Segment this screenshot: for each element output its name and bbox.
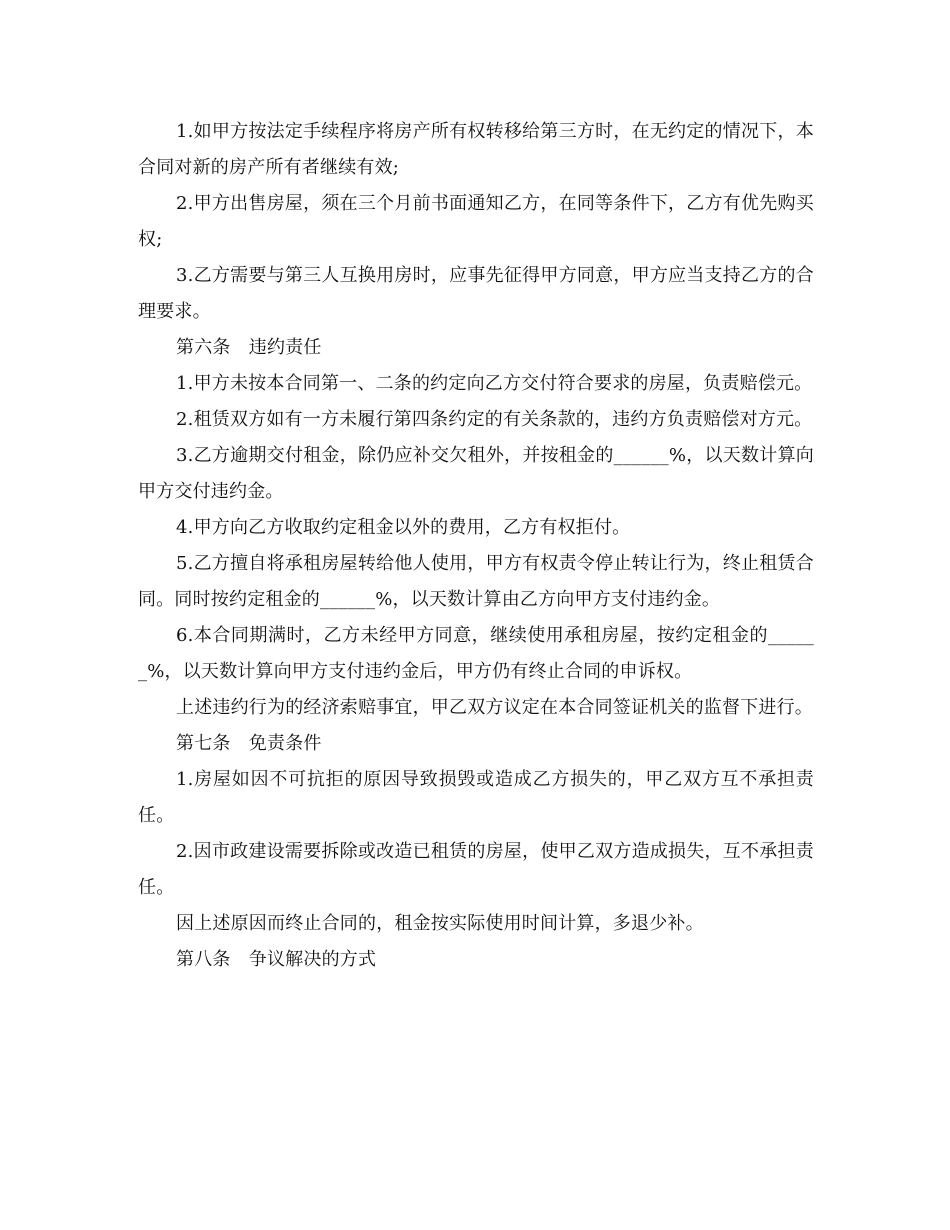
article-7-note: 因上述原因而终止合同的，租金按实际使用时间计算，多退少补。 (176, 913, 704, 934)
article-7-item-1: 1.房屋如因不可抗拒的原因导致损毁或造成乙方损失的，甲乙双方互不承担责任。 (138, 769, 814, 826)
document-body (138, 114, 814, 978)
article-6-item-6: 6.本合同期满时，乙方未经甲方同意，继续使用承租房屋，按约定租金的______%，以天数计算向甲方支付违约金后，甲方仍有终止合同的申诉权。 (138, 625, 814, 682)
article-6-note: 上述违约行为的经济索赔事宜，甲乙双方议定在本合同签证机关的监督下进行。 (176, 697, 813, 718)
article-7-heading: 第七条 免责条件 (176, 733, 322, 754)
article-6-item-1: 1.甲方未按本合同第一、二条的约定向乙方交付符合要求的房屋，负责赔偿元。 (176, 373, 813, 394)
clause-5-item-3: 3.乙方需要与第三人互换用房时，应事先征得甲方同意，甲方应当支持乙方的合理要求。 (138, 265, 814, 322)
article-6-item-3: 3.乙方逾期交付租金，除仍应补交欠租外，并按租金的______%，以天数计算向甲方交付违约金。 (138, 445, 814, 502)
article-6-heading: 第六条 违约责任 (176, 337, 322, 358)
article-6-item-5: 5.乙方擅自将承租房屋转给他人使用，甲方有权责令停止转让行为，终止租赁合同。同时按约定租金的______%，以天数计算由乙方向甲方支付违约金。 (138, 553, 814, 610)
article-6-item-2: 2.租赁双方如有一方未履行第四条约定的有关条款的，违约方负责赔偿对方元。 (176, 409, 813, 430)
clause-5-item-1: 1.如甲方按法定手续程序将房产所有权转移给第三方时，在无约定的情况下，本合同对新的房产所有者继续有效; (138, 121, 814, 178)
clause-5-item-2: 2.甲方出售房屋，须在三个月前书面通知乙方，在同等条件下，乙方有优先购买权; (138, 193, 814, 250)
article-6-item-4: 4.甲方向乙方收取约定租金以外的费用，乙方有权拒付。 (176, 517, 631, 538)
article-8-heading: 第八条 争议解决的方式 (176, 949, 377, 970)
article-7-item-2: 2.因市政建设需要拆除或改造已租赁的房屋，使甲乙双方造成损失，互不承担责任。 (138, 841, 814, 898)
